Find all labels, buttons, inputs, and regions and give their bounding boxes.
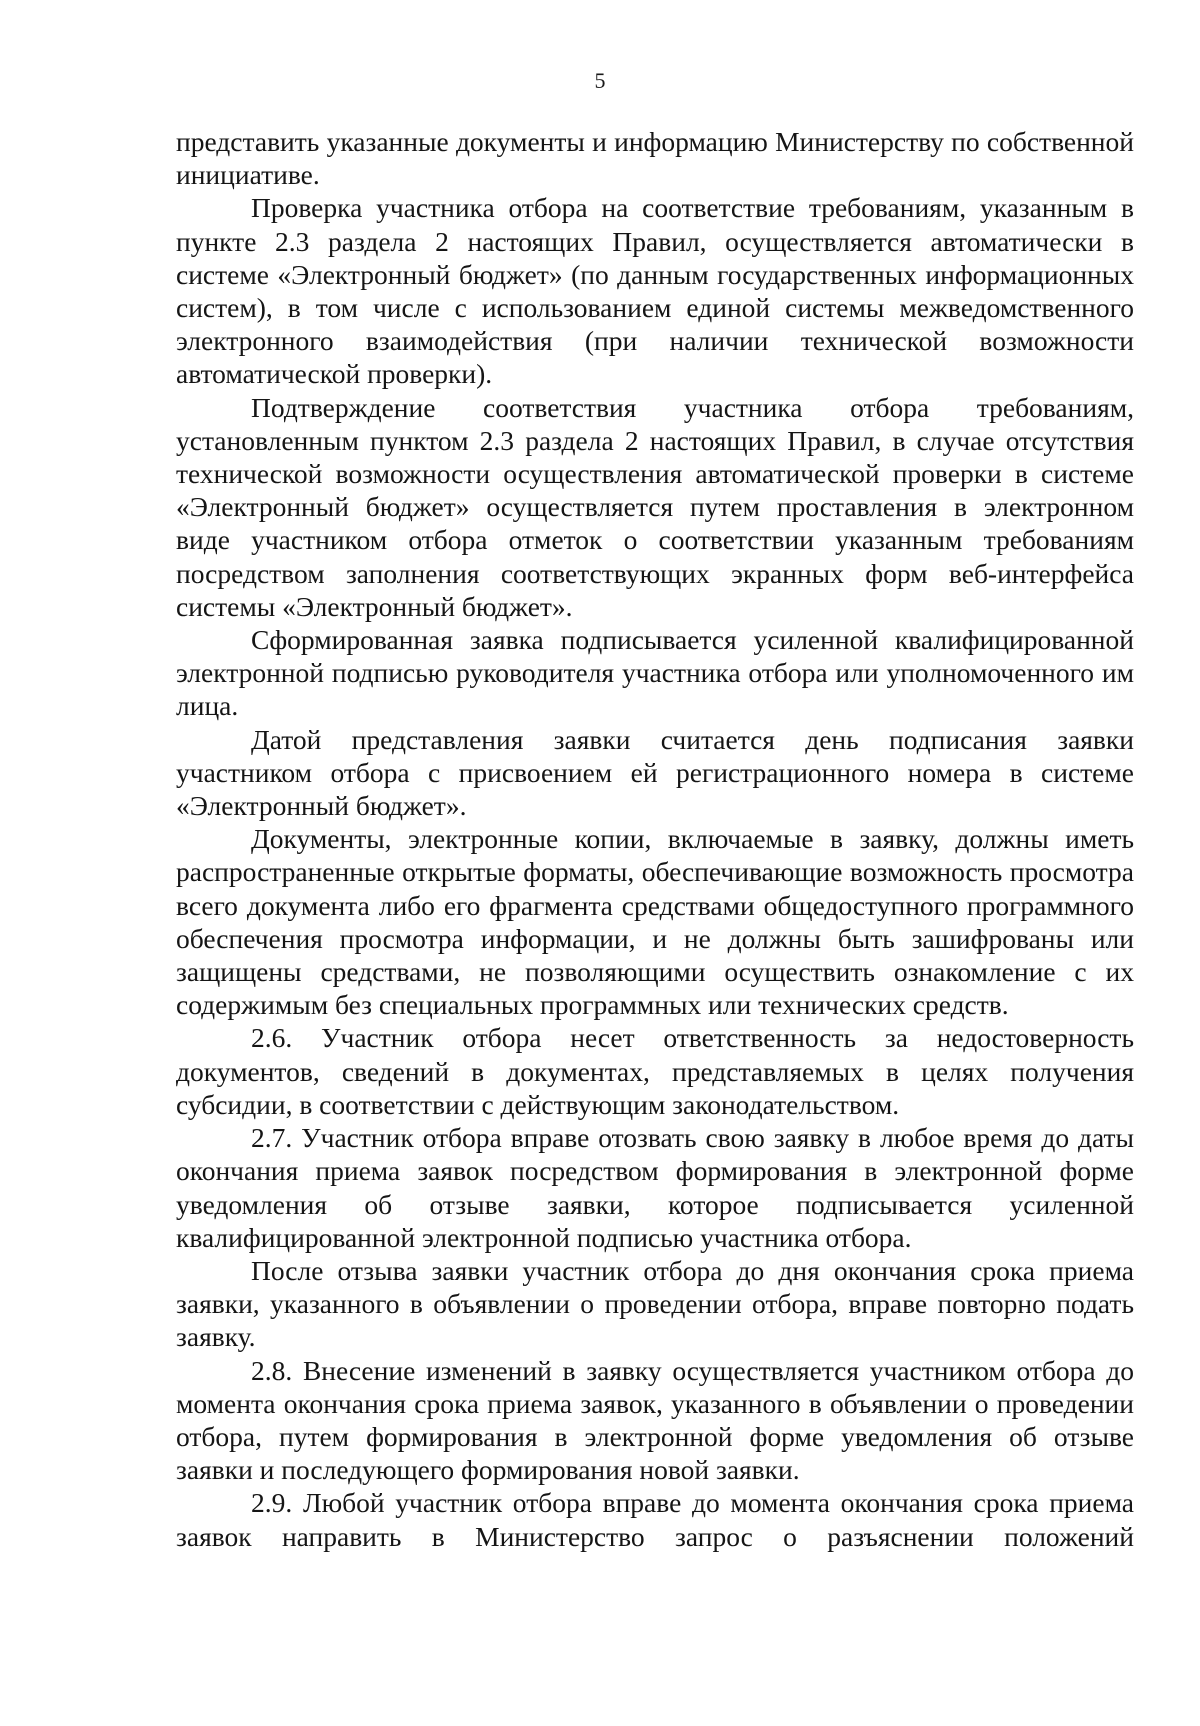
- paragraph-resubmission: После отзыва заявки участник отбора до дня окончания срока приема заявки, указанного в объявлении о проведении отбора, вправе повторно подать заявку.: [176, 1254, 1134, 1353]
- paragraph-application-signing: Сформированная заявка подписывается усиленной квалифицированной электронной подписью руководителя участника отбора или уполномоченного им лица.: [176, 624, 1134, 722]
- paragraph-document-formats: Документы, электронные копии, включаемые в заявку, должны иметь распространенные открытые форматы, обеспечивающие возможность просмотра всего документа либо его фрагмента средствами общедоступного программного обеспечения просмотра информации, и не должны быть зашифрованы или защищены средствами, не позволяющими осуществить ознакомление с их содержимым без специальных программных или технических средств.: [176, 823, 1134, 1021]
- paragraph-submission-date: Датой представления заявки считается день подписания заявки участником отбора с присвоением ей регистрационного номера в системе «Электронный бюджет».: [176, 723, 1134, 822]
- document-body: [176, 125, 1134, 1553]
- paragraph-continuation: представить указанные документы и информацию Министерству по собственной инициативе.: [176, 126, 1134, 191]
- paragraph-verification-check: Проверка участника отбора на соответствие требованиям, указанным в пункте 2.3 раздела 2 настоящих Правил, осуществляется автоматически в системе «Электронный бюджет» (по данным государственных информационных систем), в том числе с использованием единой системы межведомственного электронного взаимодействия (при наличии технической возможности автоматической проверки).: [176, 192, 1134, 390]
- paragraph-clause-2-6: 2.6. Участник отбора несет ответственность за недостоверность документов, сведений в документах, представляемых в целях получения субсидии, в соответствии с действующим законодательством.: [176, 1022, 1134, 1120]
- paragraph-clause-2-9: 2.9. Любой участник отбора вправе до момента окончания срока приема заявок направить в Министерство запрос о разъяснении положений: [176, 1487, 1134, 1552]
- paragraph-clause-2-8: 2.8. Внесение изменений в заявку осуществляется участником отбора до момента окончания срока приема заявок, указанного в объявлении о проведении отбора, путем формирования в электронной форме уведомления об отзыве заявки и последующего формирования новой заявки.: [176, 1354, 1134, 1486]
- paragraph-clause-2-7: 2.7. Участник отбора вправе отозвать свою заявку в любое время до даты окончания приема заявок посредством формирования в электронной форме уведомления об отзыве заявки, которое подписывается усиленной квалифицированной электронной подписью участника отбора.: [176, 1122, 1134, 1253]
- page-number: 5: [594, 68, 606, 93]
- paragraph-compliance-confirmation: Подтверждение соответствия участника отбора требованиям, установленным пунктом 2.3 раздела 2 настоящих Правил, в случае отсутствия технической возможности осуществления автоматической проверки в системе «Электронный бюджет» осуществляется путем проставления в электронном виде участником отбора отметок о соответствии указанным требованиям посредством заполнения соответствующих экранных форм веб-интерфейса системы «Электронный бюджет».: [176, 391, 1134, 622]
